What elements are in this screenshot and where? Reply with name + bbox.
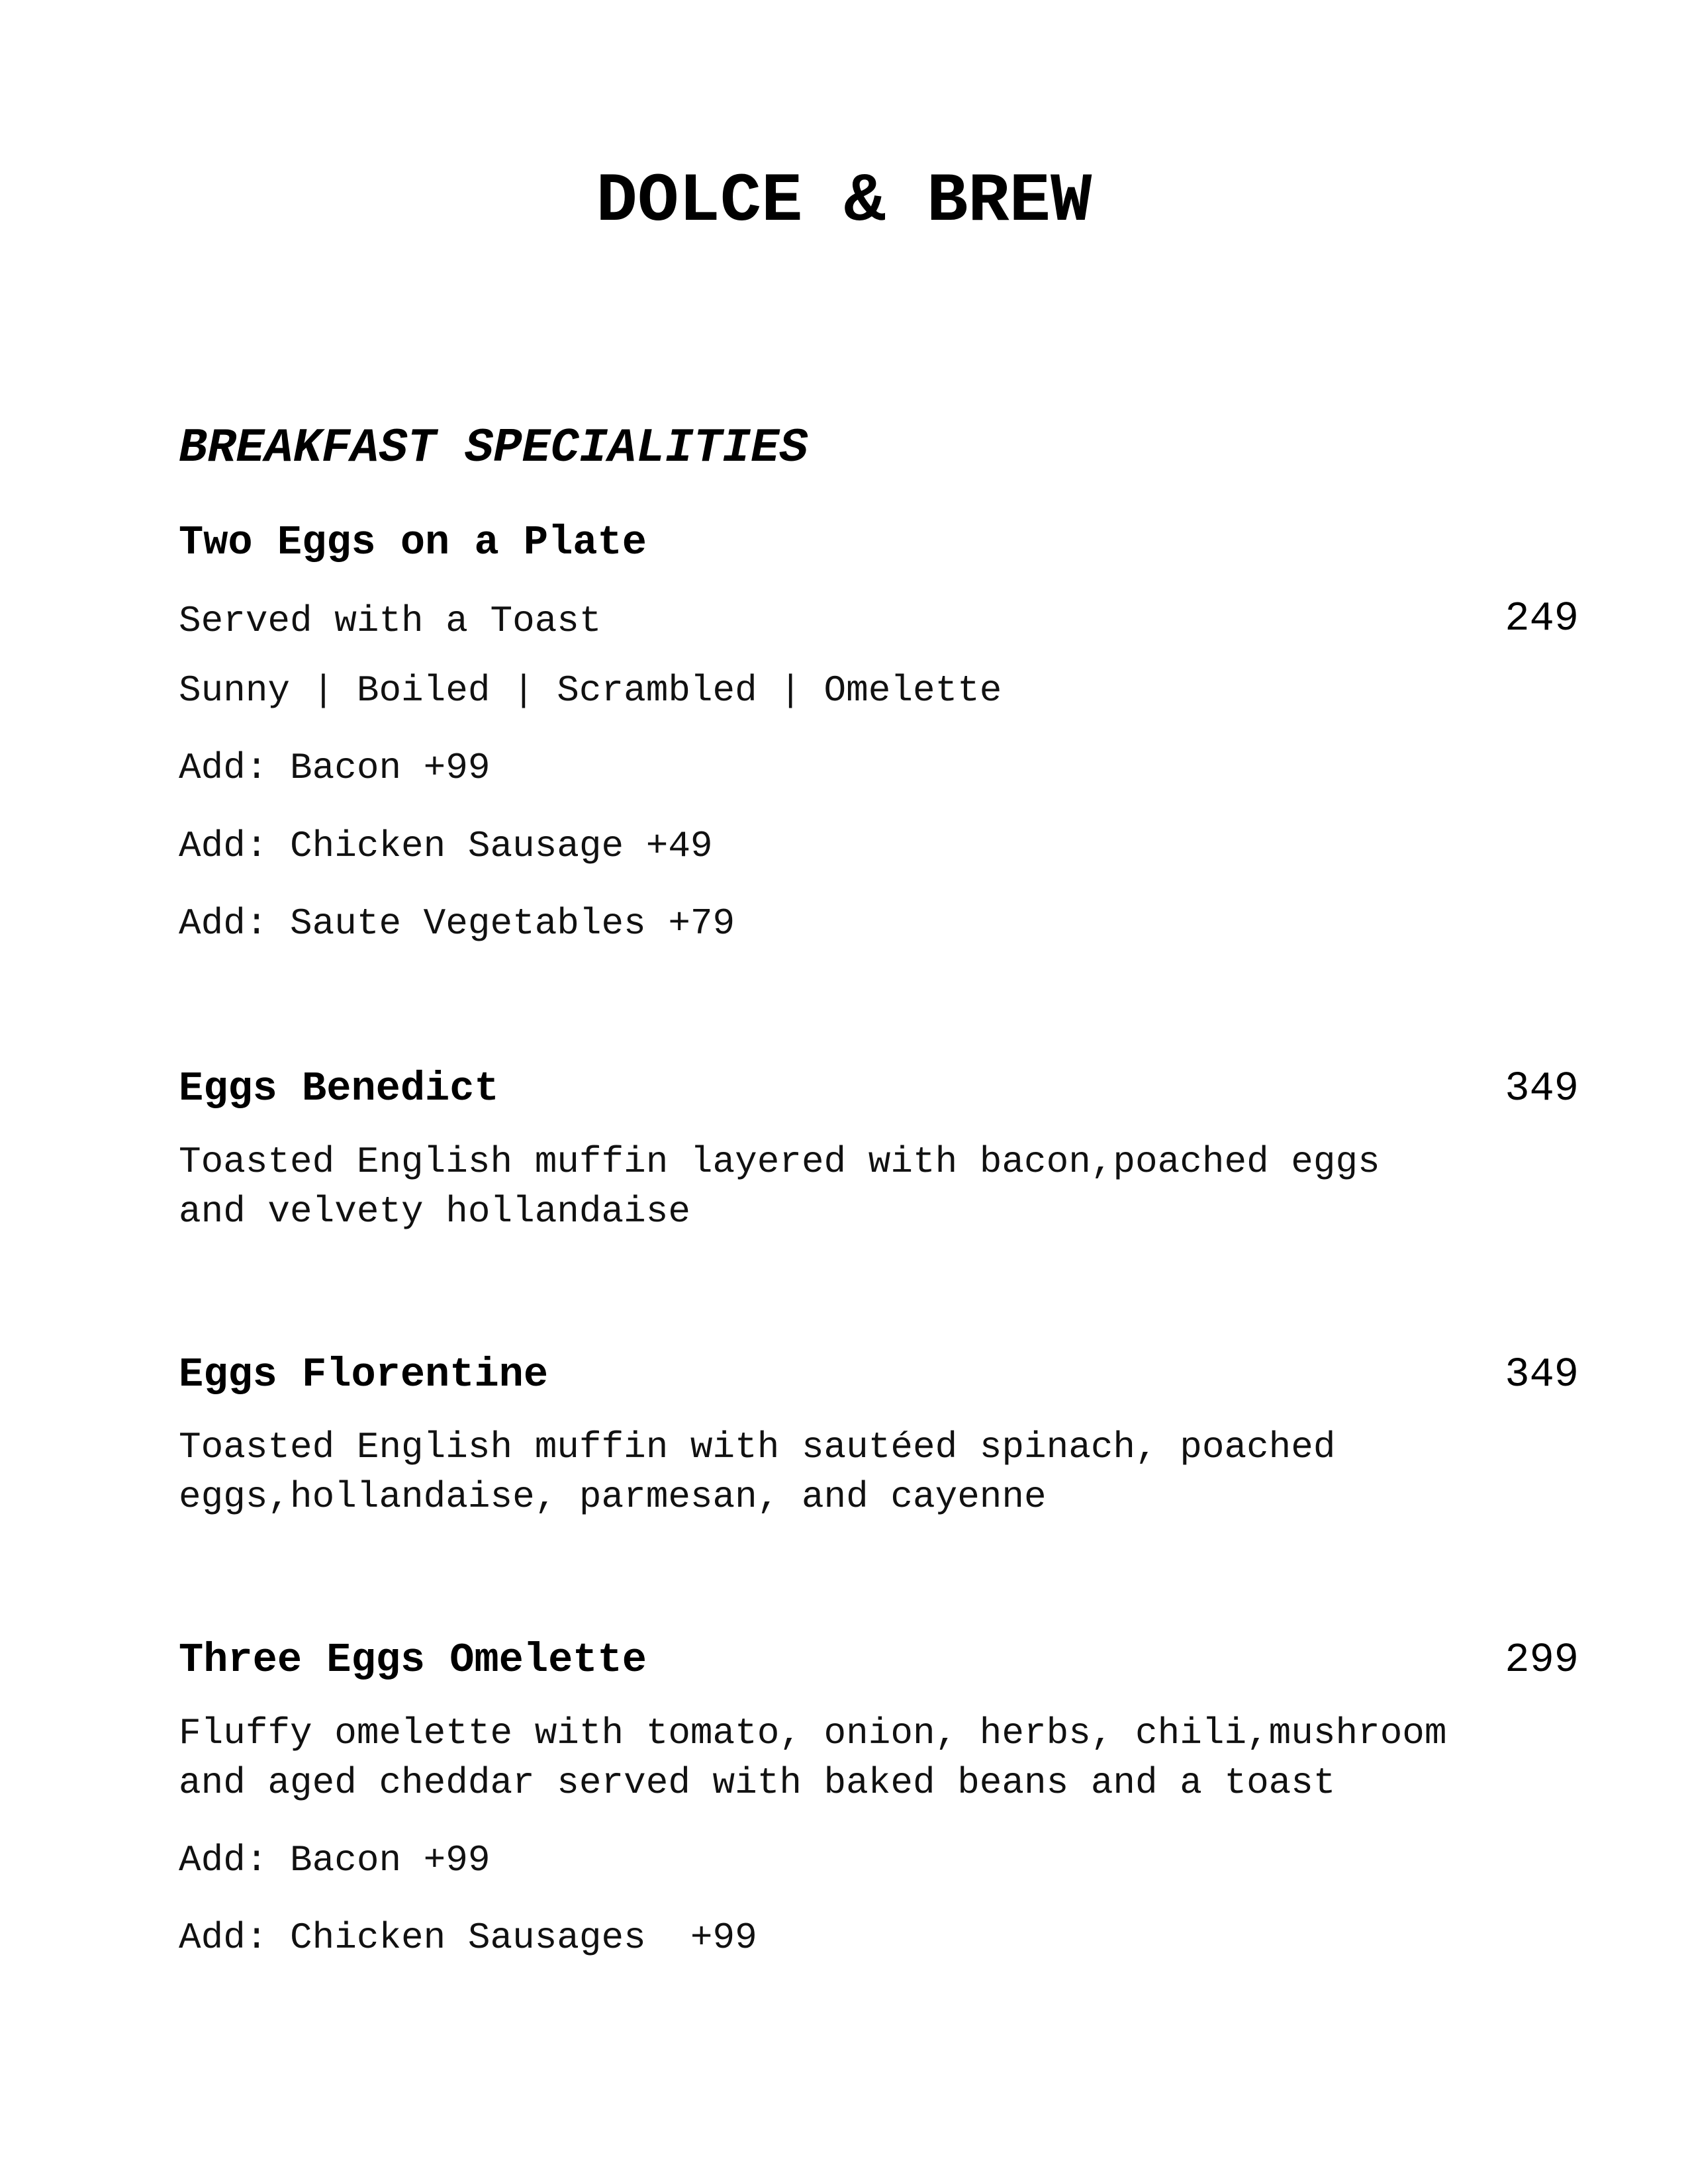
- menu-item-addon: Add: Chicken Sausages +99: [179, 1917, 757, 1959]
- menu-item-name: Two Eggs on a Plate: [179, 519, 647, 566]
- menu-item-addon: Add: Bacon +99: [179, 1839, 491, 1881]
- menu-item-name: Eggs Benedict: [179, 1065, 499, 1112]
- menu-item-price: 349: [1505, 1351, 1579, 1398]
- menu-item-addon: Add: Chicken Sausage +49: [179, 825, 713, 867]
- menu-item-description: Toasted English muffin with sautéed spinach, poached: [179, 1426, 1336, 1468]
- menu-item-description: Toasted English muffin layered with bacon,poached eggs: [179, 1141, 1380, 1183]
- menu-item-price: 349: [1505, 1065, 1579, 1112]
- menu-item-description: eggs,hollandaise, parmesan, and cayenne: [179, 1476, 1047, 1518]
- menu-item-addon: Add: Saute Vegetables +79: [179, 902, 735, 945]
- menu-item-description: and velvety hollandaise: [179, 1190, 690, 1233]
- menu-item-description: Fluffy omelette with tomato, onion, herbs, chili,mushroom: [179, 1712, 1447, 1754]
- menu-item-description: and aged cheddar served with baked beans and a toast: [179, 1762, 1336, 1804]
- menu-item-name: Eggs Florentine: [179, 1351, 549, 1398]
- menu-item-name: Three Eggs Omelette: [179, 1637, 647, 1684]
- menu-item-price: 249: [1505, 595, 1579, 642]
- menu-item-options: Sunny | Boiled | Scrambled | Omelette: [179, 669, 1002, 712]
- restaurant-title: DOLCE & BREW: [596, 163, 1092, 241]
- section-title: BREAKFAST SPECIALITIES: [179, 421, 808, 475]
- menu-item-addon: Add: Bacon +99: [179, 747, 491, 789]
- menu-item-price: 299: [1505, 1637, 1579, 1684]
- menu-item-description: Served with a Toast: [179, 600, 602, 642]
